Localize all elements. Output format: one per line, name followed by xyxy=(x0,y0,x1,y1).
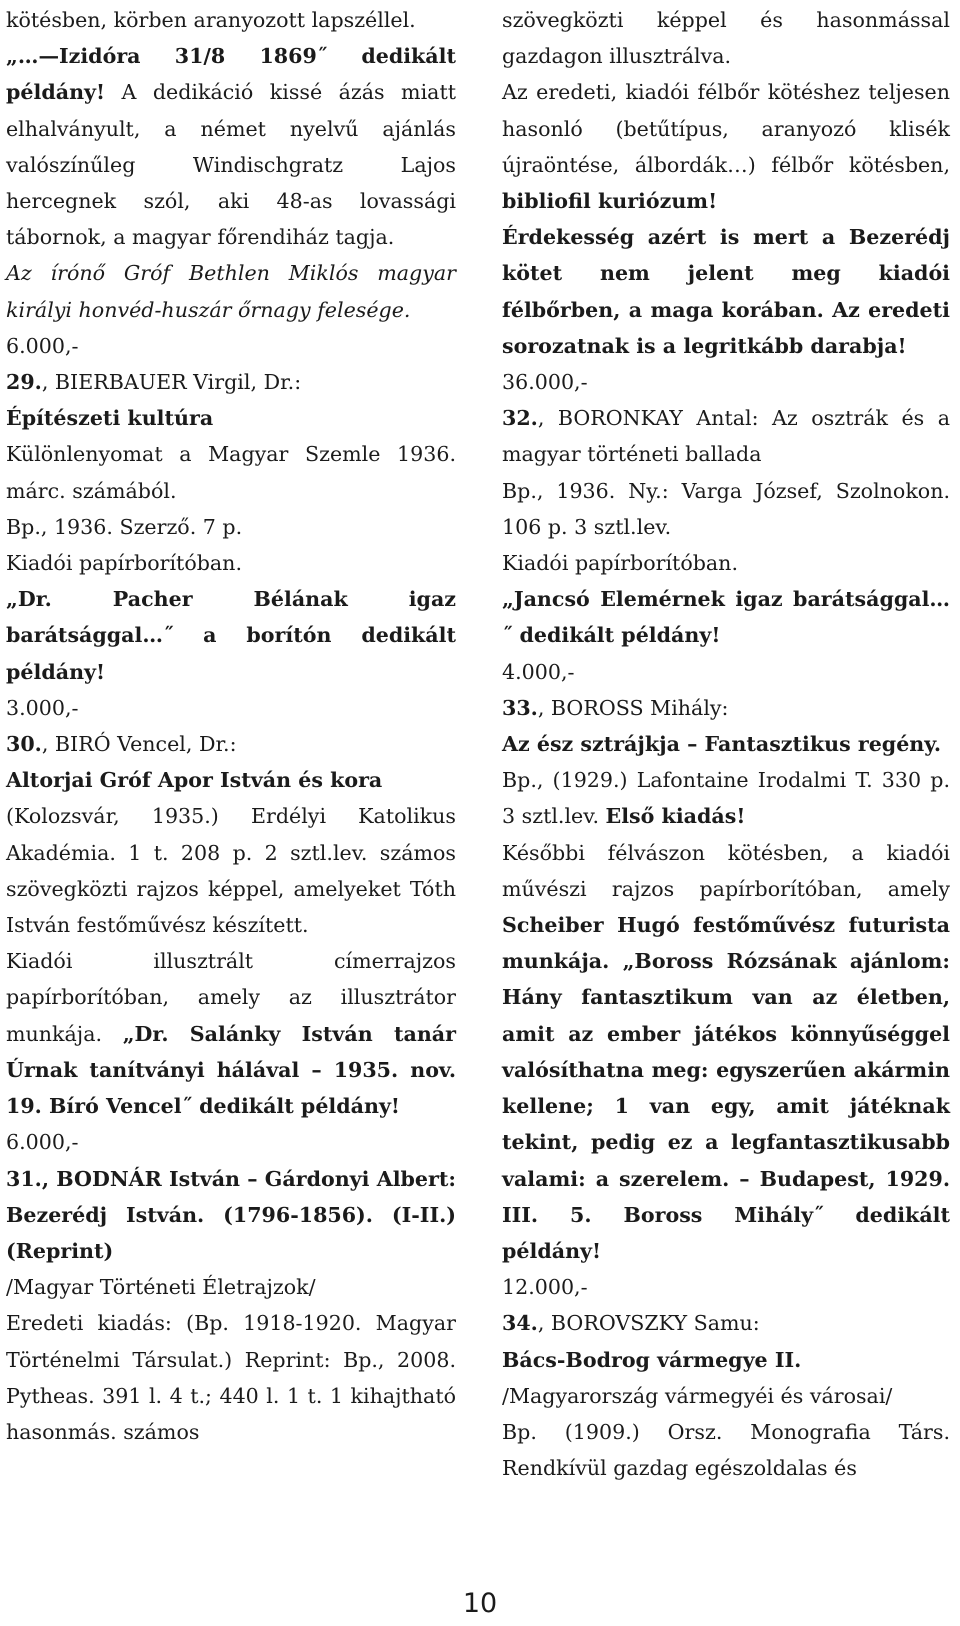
entry-text: Későbbi félvászon kötésben, a kiadói művészi rajzos papírborítóban, amely xyxy=(502,840,950,901)
entry-author: , BIERBAUER Virgil, Dr.: xyxy=(41,370,302,395)
dedication-text: „…—Izidóra 31/8 1869˝ dedikált xyxy=(6,44,456,69)
entry-title: Altorjai Gróf Apor István és kora xyxy=(6,768,383,793)
entry-text: Bp., (1929.) Lafontaine Irodalmi T. 330 p. 3 sztl.lev. xyxy=(502,768,950,829)
entry-text: Különlenyomat a Magyar Szemle 1936. márc. számából. xyxy=(6,442,456,503)
entry-text: Az eredeti, kiadói félbőr kötéshez teljesen hasonló (betűtípus, aranyozó klisék újraöntése, álbordák…) félbőr kötésben, xyxy=(502,80,950,177)
entry-heading xyxy=(502,690,950,726)
entry-title: , BODNÁR István – Gárdonyi Albert: Bezerédj István. (1796-1856). (I-II.) (Reprint) xyxy=(6,1166,456,1263)
entry-number: 32. xyxy=(502,406,538,431)
price: 36.000,- xyxy=(502,370,588,395)
highlight-text: Érdekesség azért is mert a Bezerédj kötet nem jelent meg kiadói félbőrben, a maga korában. Az eredeti sorozatnak is a legritkább darabja! xyxy=(502,225,950,358)
entry-text: /Magyarország vármegyéi és városai/ xyxy=(502,1383,893,1408)
dedication-text: „Dr. Pacher Bélának igaz barátsággal…˝ a borítón dedikált példány! xyxy=(6,587,456,684)
entry-number: 29. xyxy=(6,370,42,395)
entry-text: Bp., 1936. Ny.: Varga József, Szolnokon. 106 p. 3 sztl.lev. xyxy=(502,478,950,539)
entry-heading xyxy=(6,364,456,400)
highlight-text: bibliofil kuriózum! xyxy=(502,189,718,214)
entry-text: Kiadói illusztrált címerrajzos papírborítóban, amely az illusztrátor munkája. xyxy=(6,949,456,1046)
entry-text: Kiadói papírborítóban. xyxy=(6,551,242,576)
dedication-text: példány! xyxy=(6,80,106,105)
highlight-text: Első kiadás! xyxy=(605,804,746,829)
entry-heading xyxy=(6,726,456,762)
left-column xyxy=(6,2,456,1450)
price: 6.000,- xyxy=(6,333,79,358)
entry-heading xyxy=(502,400,950,472)
dedication-text: „Dr. Salánky István tanár Úrnak tanítványi hálával – 1935. nov. 19. Bíró Vencel˝ dedikált példány! xyxy=(6,1021,456,1119)
entry-heading xyxy=(502,1305,950,1341)
entry-title: Bács-Bodrog vármegye II. xyxy=(502,1347,802,1372)
paragraph xyxy=(502,74,950,219)
entry-text: Bp. (1909.) Orsz. Monografia Társ. Rendkívül gazdag egészoldalas és xyxy=(502,1419,950,1481)
price: 6.000,- xyxy=(6,1130,79,1155)
price: 4.000,- xyxy=(502,659,575,684)
entry-author: , BOROSS Mihály: xyxy=(537,695,729,720)
entry-text: Kiadói papírborítóban. xyxy=(502,551,738,576)
entry-title: Az ész sztrájkja – Fantasztikus regény. xyxy=(502,732,942,757)
entry-text: Eredeti kiadás: (Bp. 1918-1920. Magyar Történelmi Társulat.) Reprint: Bp., 2008. Pytheas. 391 l. 4 t.; 440 l. 1 t. 1 kihajtható hasonmás. számos xyxy=(6,1311,456,1444)
entry-title: Építészeti kultúra xyxy=(6,406,214,431)
entry-number: 34. xyxy=(502,1311,538,1336)
right-column xyxy=(502,2,950,1486)
price: 3.000,- xyxy=(6,695,79,720)
price: 12.000,- xyxy=(502,1275,588,1300)
paragraph xyxy=(502,762,950,834)
dedication-text: „Jancsó Elemérnek igaz barátsággal…˝ dedikált példány! xyxy=(502,587,950,648)
entry-title: , BORONKAY Antal: Az osztrák és a magyar történeti ballada xyxy=(502,406,950,467)
entry-heading xyxy=(6,1161,456,1270)
text-line: kötésben, körben aranyozott lapszéllel. xyxy=(6,8,416,32)
entry-author: , BOROVSZKY Samu: xyxy=(537,1311,760,1336)
paragraph xyxy=(502,835,950,1269)
page-number: 10 xyxy=(462,1588,498,1619)
description-text: A dedikáció kissé ázás miatt elhalványult, a német nyelvű ajánlás valószínűleg Windischgratz Lajos hercegnek szól, aki 48-as lovassági tábornok, a magyar főrendiház tagja. xyxy=(6,80,456,250)
entry-text: (Kolozsvár, 1935.) Erdélyi Katolikus Akadémia. 1 t. 208 p. 2 sztl.lev. számos szövegközti rajzos képpel, amelyeket Tóth István festőművész készített. xyxy=(6,804,456,938)
paragraph xyxy=(6,943,456,1124)
dedication-text: Scheiber Hugó festőművész futurista munkája. „Boross Rózsának ajánlom: Hány fantasztikum van az életben, amit az ember játékos könnyűséggel valósíthatna meg: egyszerűen akármin kellene; 1 van egy, amit játéknak tekint, pedig ez a legfantasztikusabb valami: a szerelem. – Budapest, 1929. III. 5. Boross Mihály˝ dedikált példány! xyxy=(502,913,950,1263)
entry-text: szövegközti képpel és hasonmással gazdagon illusztrálva. xyxy=(502,8,950,69)
entry-text: Bp., 1936. Szerző. 7 p. xyxy=(6,514,243,539)
paragraph xyxy=(6,38,456,255)
entry-author: , BIRÓ Vencel, Dr.: xyxy=(41,732,237,757)
entry-number: 31. xyxy=(6,1166,42,1191)
entry-text: /Magyar Történeti Életrajzok/ xyxy=(6,1275,316,1300)
entry-number: 30. xyxy=(6,732,42,757)
italic-note: Az írónő Gróf Bethlen Miklós magyar királyi honvéd-huszár őrnagy felesége. xyxy=(6,261,456,322)
entry-number: 33. xyxy=(502,695,538,720)
